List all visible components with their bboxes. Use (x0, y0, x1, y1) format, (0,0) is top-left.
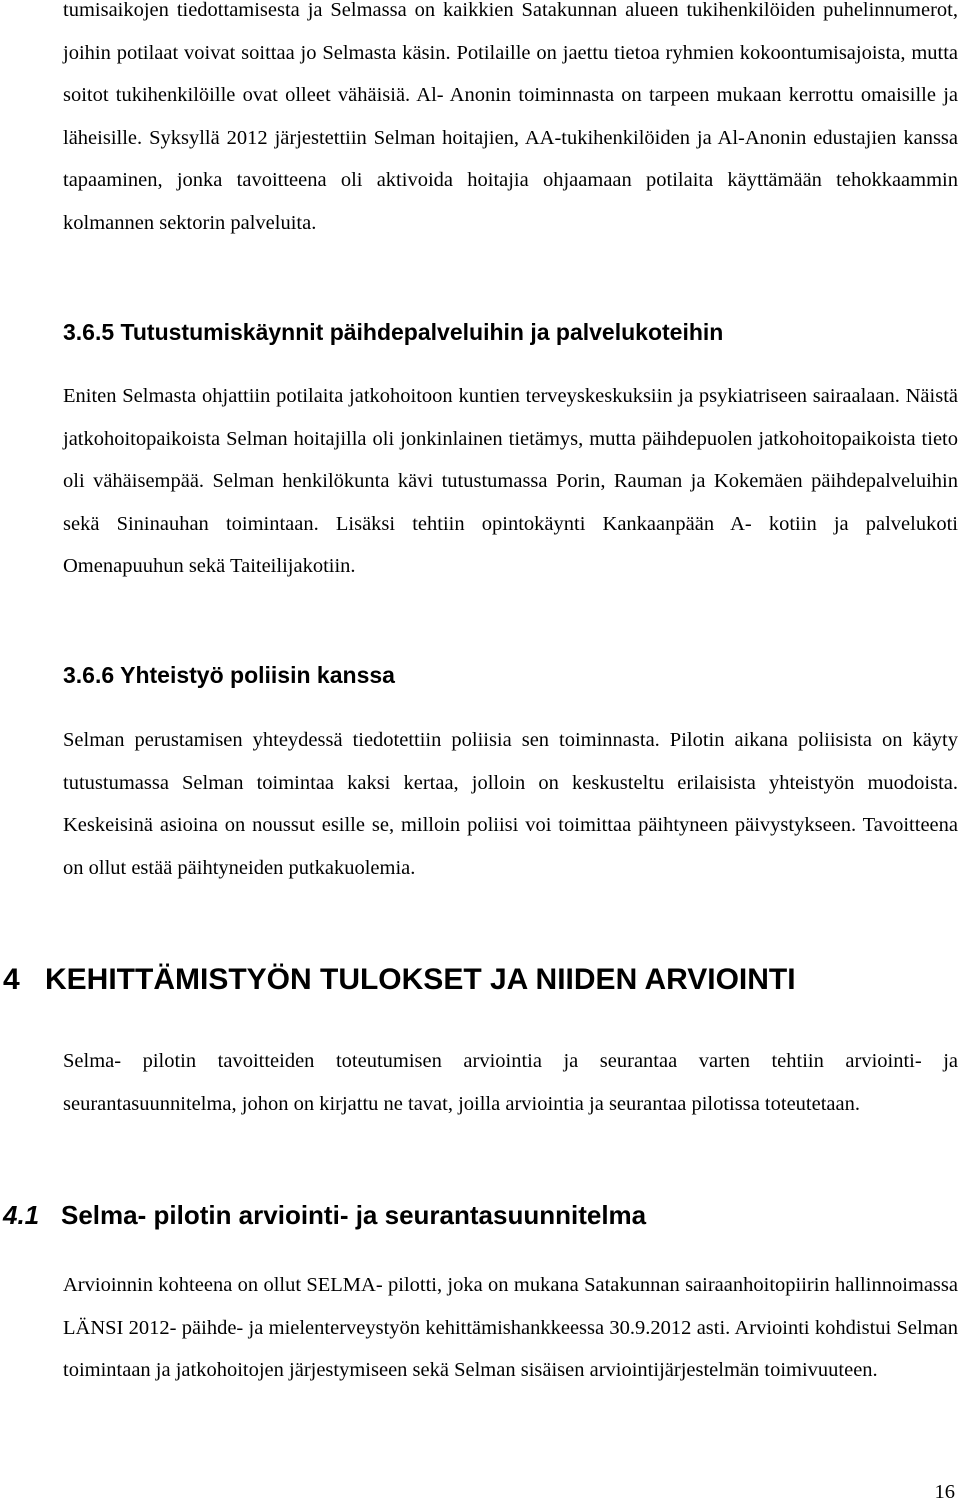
section-4-1-heading (3, 1199, 646, 1231)
chapter-number: 4 (3, 963, 20, 996)
page-number: 16 (934, 1481, 955, 1503)
paragraph-arviointisuunnitelma: Selma- pilotin tavoitteiden toteutumisen arviointia ja seurantaa varten tehtiin arviointi- ja seurantasuunnitelma, johon on kirjattu ne tavat, joilla arviointia ja seurantaa pilotissa toteutetaan. (63, 1050, 958, 1115)
section-title: Selma- pilotin arviointi- ja seurantasuunnitelma (61, 1200, 647, 1230)
heading-3-6-5: 3.6.5 Tutustumiskäynnit päihdepalveluihin ja palvelukoteihin (63, 319, 724, 345)
chapter-title: KEHITTÄMISTYÖN TULOKSET JA NIIDEN ARVIOINTI (45, 963, 796, 996)
section-number: 4.1 (3, 1200, 40, 1230)
chapter-4-heading (3, 962, 796, 998)
heading-3-6-6: 3.6.6 Yhteistyö poliisin kanssa (63, 662, 395, 688)
paragraph-arvioinnin-kohde: Arvioinnin kohteena on ollut SELMA- pilotti, joka on mukana Satakunnan sairaanhoitopiirin hallinnoimassa LÄNSI 2012- päihde- ja mielenterveystyön kehittämishankkeessa 30.9.2012 asti. Arviointi kohdistui Selman toimintaan ja jatkohoitojen järjestymiseen sekä Selman sisäisen arviointijärjestelmän toimivuuteen. (63, 1274, 958, 1382)
paragraph-poliisi: Selman perustamisen yhteydessä tiedotettiin poliisia sen toiminnasta. Pilotin aikana poliisista on käyty tutustumassa Selman toimintaa kaksi kertaa, jolloin on keskusteltu erilaisista yhteistyön muodoista. Keskeisinä asioina on noussut esille se, milloin poliisi voi toimittaa päihtyneen päivystykseen. Tavoitteena on ollut estää päihtyneiden putkakuolemia. (63, 729, 958, 879)
paragraph-selma-tukihenkilot: tumisaikojen tiedottamisesta ja Selmassa on kaikkien Satakunnan alueen tukihenkilöiden puhelinnumerot, joihin potilaat voivat soittaa jo Selmasta käsin. Potilaille on jaettu tietoa ryhmien kokoontumisajoista, mutta soitot tukihenkilöille ovat olleet vähäisiä. Al- Anonin toiminnasta on tarpeen mukaan kerrottu omaisille ja läheisille. Syksyllä 2012 järjestettiin Selman hoitajien, AA-tukihenkilöiden ja Al-Anonin edustajien kanssa tapaaminen, jonka tavoitteena oli aktivoida hoitajia ohjaamaan potilaita käyttämään tehokkaammin kolmannen sektorin palveluita. (63, 0, 958, 234)
paragraph-jatkohoito: Eniten Selmasta ohjattiin potilaita jatkohoitoon kuntien terveyskeskuksiin ja psykiatriseen sairaalaan. Näistä jatkohoitopaikoista Selman hoitajilla oli jonkinlainen tietämys, mutta päihdepuolen jatkohoitopaikoista tieto oli vähäisempää. Selman henkilökunta kävi tutustumassa Porin, Rauman ja Kokemäen päihdepalveluihin sekä Sininauhan toimintaan. Lisäksi tehtiin opintokäynti Kankaanpään A- kotiin ja palvelukoti Omenapuuhun sekä Taiteilijakotiin. (63, 385, 958, 578)
